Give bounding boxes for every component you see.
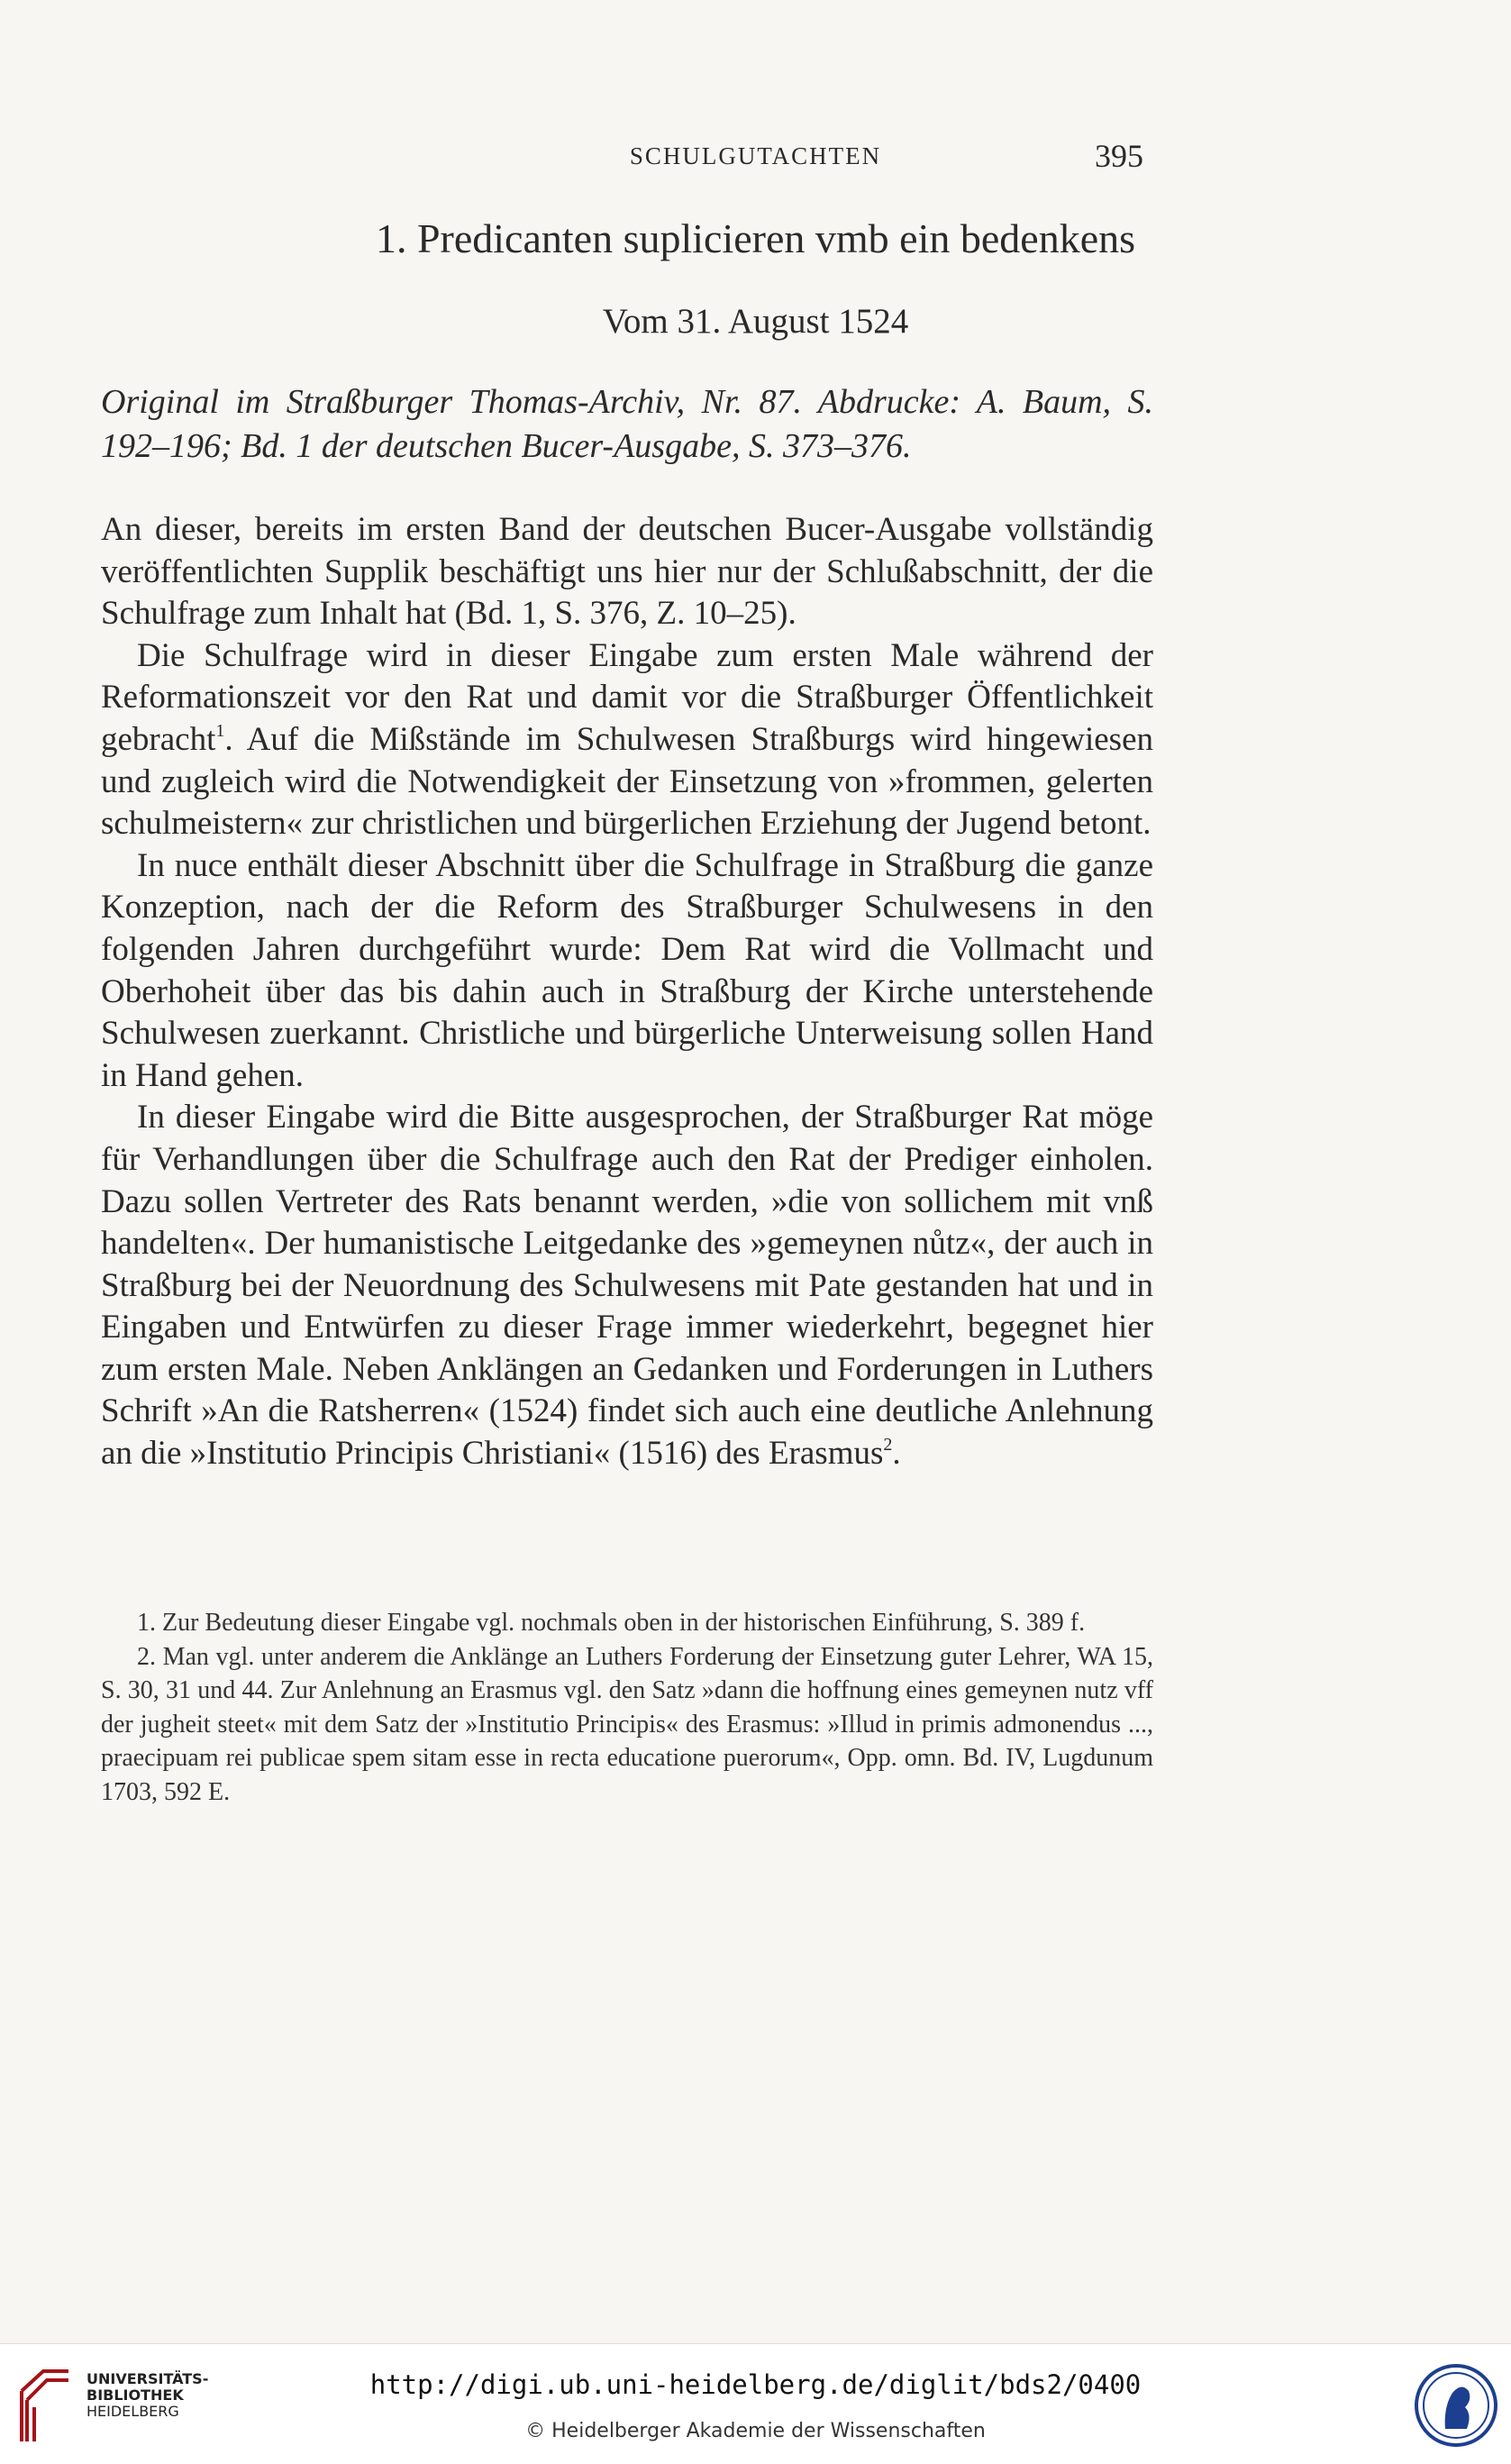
academy-seal-icon — [1413, 2360, 1499, 2450]
running-head: SCHULGUTACHTEN — [629, 142, 882, 169]
footnotes — [101, 1606, 1153, 1809]
paragraph-2-text-b: . Auf die Mißstände im Schulwesen Straßburgs wird hingewiesen und zugleich wird die Notwendigkeit der Einsetzung von »frommen, gelerten schulmeistern« zur christlichen und bürgerlichen Erziehung der Jugend betont. — [101, 720, 1153, 843]
body-text — [101, 509, 1153, 1475]
paragraph-4 — [101, 1097, 1153, 1474]
footnote-2: 2. Man vgl. unter anderem die Anklänge an Luthers Forderung der Einsetzung guter Lehrer, WA 15, S. 30, 31 und 44. Zur Anlehnung an Erasmus vgl. den Satz »dann die hoffnung eines gemeynen nutz vff der jugheit steet« mit dem Satz der »Institutio Principis« des Erasmus: »Illud in primis admonendus ..., praecipuam rei publicae spem sitam esse in recta educatione puerorum«, Opp. omn. Bd. IV, Lugdunum 1703, 592 E. — [101, 1642, 1153, 1806]
library-name-line-1: UNIVERSITÄTS- — [86, 2370, 209, 2387]
viewer-footer — [0, 2343, 1511, 2464]
footnote-ref-1[interactable]: 1 — [215, 720, 225, 741]
permalink-url[interactable]: http://digi.ub.uni-heidelberg.de/diglit/bds2/0400 — [369, 2369, 1142, 2400]
library-name-line-2: BIBLIOTHEK — [86, 2386, 184, 2404]
copyright-notice: © Heidelberger Akademie der Wissenschaften — [525, 2420, 986, 2442]
paragraph-3: In nuce enthält dieser Abschnitt über die Schulfrage in Straßburg die ganze Konzeption, nach der die Reform des Straßburger Schulwesens in den folgenden Jahren durchgeführt wurde: Dem Rat wird die Vollmacht und Oberhoheit über das bis dahin auch in Straßburg der Kirche unterstehende Schulwesen zuerkannt. Christliche und bürgerliche Unterweisung sollen Hand in Hand gehen. — [101, 846, 1153, 1094]
footnote-ref-2[interactable]: 2 — [883, 1435, 893, 1456]
document-title: 1. Predicanten suplicieren vmb ein bedenkens — [375, 215, 1136, 261]
footnote-1: 1. Zur Bedeutung dieser Eingabe vgl. nochmals oben in der historischen Einführung, S. 389 f. — [137, 1609, 1086, 1637]
paragraph-4-text-a: In dieser Eingabe wird die Bitte ausgesprochen, der Straßburger Rat möge für Verhandlungen über die Schulfrage auch den Rat der Prediger einholen. Dazu sollen Vertreter des Rats benannt werden, »die von sollichem mit vnß handelten«. Der humanistische Leitgedanke des »gemeynen nůtz«, der auch in Straßburg bei der Neuordnung des Schulwesens mit Pate gestanden hat und in Eingaben und Entwürfen zu dieser Frage immer wiederkehrt, begegnet hier zum ersten Male. Neben Anklängen an Gedanken und Forderungen in Luthers Schrift »An die Ratsherren« (1524) findet sich auch eine deutliche Anlehnung an die »Institutio Principis Christiani« (1516) des Erasmus — [101, 1099, 1153, 1473]
paragraph-4-text-b: . — [892, 1435, 901, 1473]
seal-head-profile — [1445, 2386, 1470, 2429]
library-name-line-3: HEIDELBERG — [86, 2403, 179, 2420]
paragraph-1: An dieser, bereits im ersten Band der deutschen Bucer-Ausgabe vollständig veröffentlichten Supplik beschäftigt uns hier nur der Schlußabschnitt, der die Schulfrage zum Inhalt hat (Bd. 1, S. 376, Z. 10–25). — [101, 511, 1153, 633]
paragraph-2-text-a: Die Schulfrage wird in dieser Eingabe zum ersten Male während der Reformationszeit vor den Rat und damit vor die Straßburger Öffentlichkeit gebracht — [101, 636, 1153, 758]
page-number: 395 — [1095, 138, 1143, 174]
source-note: Original im Straßburger Thomas-Archiv, Nr. 87. Abdrucke: A. Baum, S. 192–196; Bd. 1 der deutschen Bucer-Ausgabe, S. 373–376. — [101, 383, 1153, 465]
paragraph-2 — [101, 635, 1153, 845]
document-date: Vom 31. August 1524 — [602, 302, 909, 341]
